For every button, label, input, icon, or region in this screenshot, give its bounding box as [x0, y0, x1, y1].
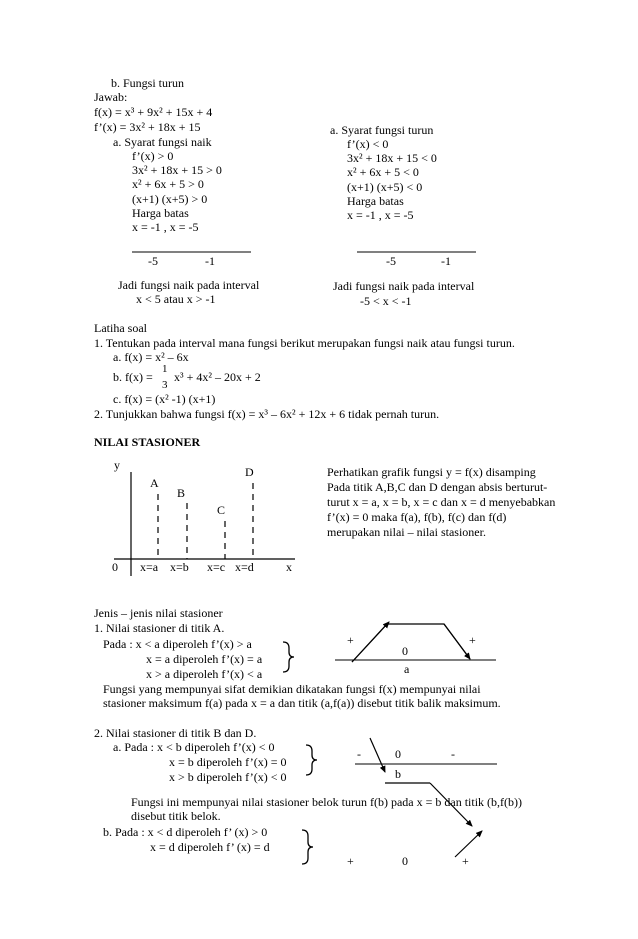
s2-note: disebut titik belok.	[131, 809, 221, 823]
graph-x-c: x=c	[207, 560, 226, 574]
turun-line: f’(x) < 0	[347, 137, 389, 151]
s2b-arrow	[455, 831, 482, 857]
s2b-line: x = d diperoleh f’ (x) = d	[150, 840, 270, 854]
s2a-line: x = b diperoleh f’(x) = 0	[169, 755, 287, 769]
turun-mark: -1	[441, 254, 451, 268]
function-derivative: f’(x) = 3x² + 18x + 15	[94, 120, 201, 134]
s2b-sign: +	[462, 854, 469, 868]
stasioner-title: NILAI STASIONER	[94, 435, 201, 449]
turun-line: (x+1) (x+5) < 0	[347, 180, 423, 194]
stasioner-desc: Perhatikan grafik fungsi y = f(x) disamping	[327, 465, 536, 479]
graph-y-label: y	[114, 458, 120, 472]
turun-mark: -5	[386, 254, 396, 268]
s2a-line: a. Pada : x < b diperoleh f’(x) < 0	[113, 740, 275, 754]
naik-title: a. Syarat fungsi naik	[113, 135, 212, 149]
naik-result-interval: x < 5 atau x > -1	[136, 292, 216, 306]
latihan-question-1: 1. Tentukan pada interval mana fungsi berikut merupakan fungsi naik atau fungsi turun.	[94, 336, 515, 350]
latihan-q1a: a. f(x) = x² – 6x	[113, 350, 189, 364]
s2a-point: b	[395, 767, 401, 781]
naik-line: Harga batas	[132, 206, 189, 220]
turun-result: Jadi fungsi naik pada interval	[333, 279, 475, 293]
naik-line: (x+1) (x+5) > 0	[132, 192, 208, 206]
s2a-line: x > b diperoleh f’(x) < 0	[169, 770, 287, 784]
s1-line: x > a diperoleh f’(x) < a	[146, 667, 263, 681]
naik-line: 3x² + 18x + 15 > 0	[132, 163, 222, 177]
naik-line: f’(x) > 0	[132, 149, 174, 163]
naik-line: x = -1 , x = -5	[132, 220, 199, 234]
fraction-denominator: 3	[162, 379, 168, 391]
stasioner-desc: Pada titik A,B,C dan D dengan absis berturut-	[327, 480, 548, 494]
graph-point-a: A	[150, 476, 159, 490]
graph-point-b: B	[177, 486, 186, 500]
s2a-arrow-left	[370, 738, 385, 772]
naik-mark: -1	[205, 254, 215, 268]
s2a-sign: 0	[395, 747, 401, 761]
s2a-arrow-right	[430, 783, 472, 826]
turun-result-interval: -5 < x < -1	[360, 294, 412, 308]
s2a-sign: -	[357, 747, 361, 761]
s1-line: x = a diperoleh f’(x) = a	[146, 652, 263, 666]
brace-3	[302, 830, 313, 864]
latihan-q1b-prefix: b. f(x) =	[113, 370, 153, 384]
brace-2	[306, 745, 317, 775]
s1-note: Fungsi yang mempunyai sifat demikian dikatakan fungsi f(x) mempunyai nilai	[103, 682, 481, 696]
fraction-numerator: 1	[162, 363, 168, 375]
graph-point-d: D	[245, 465, 254, 479]
function-fx: f(x) = x³ + 9x² + 15x + 4	[94, 105, 213, 119]
jenis-title: Jenis – jenis nilai stasioner	[94, 606, 223, 620]
latihan-question-2: 2. Tunjukkan bahwa fungsi f(x) = x³ – 6x² + 12x + 6 tidak pernah turun.	[94, 407, 440, 421]
brace-1	[283, 642, 294, 672]
s2b-line: b. Pada : x < d diperoleh f’ (x) > 0	[103, 825, 268, 839]
graph-x-label: x	[286, 560, 292, 574]
latihan-q1b-rest: x³ + 4x² – 20x + 2	[174, 370, 261, 384]
jawab-label: Jawab:	[94, 90, 128, 104]
s1-arrow-down	[444, 624, 470, 659]
s1-note: stasioner maksimum f(a) pada x = a dan titik (a,f(a)) disebut titik balik maksimum.	[103, 696, 501, 710]
s1-line: Pada : x < a diperoleh f’(x) > a	[103, 637, 252, 651]
graph-point-c: C	[217, 503, 226, 517]
stasioner-desc: f’(x) = 0 maka f(a), f(b), f(c) dan f(d)	[327, 510, 507, 524]
s2-title: 2. Nilai stasioner di titik B dan D.	[94, 726, 257, 740]
s2-note: Fungsi ini mempunyai nilai stasioner belok turun f(b) pada x = b dan titik (b,f(b))	[131, 795, 523, 809]
graph-x-d: x=d	[235, 560, 254, 574]
naik-line: x² + 6x + 5 > 0	[132, 177, 204, 191]
latihan-title: Latiha soal	[94, 321, 147, 335]
s2b-sign: +	[347, 854, 354, 868]
s1-arrow-up	[352, 622, 389, 662]
graph-x-b: x=b	[170, 560, 189, 574]
latihan-q1c: c. f(x) = (x² -1) (x+1)	[113, 392, 216, 406]
naik-result: Jadi fungsi naik pada interval	[118, 278, 260, 292]
s1-sign: +	[347, 633, 354, 647]
s2a-sign: -	[451, 747, 455, 761]
stasioner-desc: turut x = a, x = b, x = c dan x = d menyebabkan	[327, 495, 556, 509]
s1-title: 1. Nilai stasioner di titik A.	[94, 621, 225, 635]
s2b-sign: 0	[402, 854, 408, 868]
turun-title: a. Syarat fungsi turun	[330, 123, 434, 137]
graph-x-a: x=a	[140, 560, 159, 574]
stasioner-desc: merupakan nilai – nilai stasioner.	[327, 525, 486, 539]
graph-origin: 0	[112, 560, 118, 574]
turun-line: x² + 6x + 5 < 0	[347, 165, 419, 179]
part-b-heading: b. Fungsi turun	[111, 76, 185, 90]
s1-point: a	[404, 662, 410, 676]
turun-line: 3x² + 18x + 15 < 0	[347, 151, 437, 165]
turun-line: x = -1 , x = -5	[347, 208, 414, 222]
s1-sign: +	[469, 633, 476, 647]
turun-line: Harga batas	[347, 194, 404, 208]
s1-sign: 0	[402, 644, 408, 658]
naik-mark: -5	[148, 254, 158, 268]
